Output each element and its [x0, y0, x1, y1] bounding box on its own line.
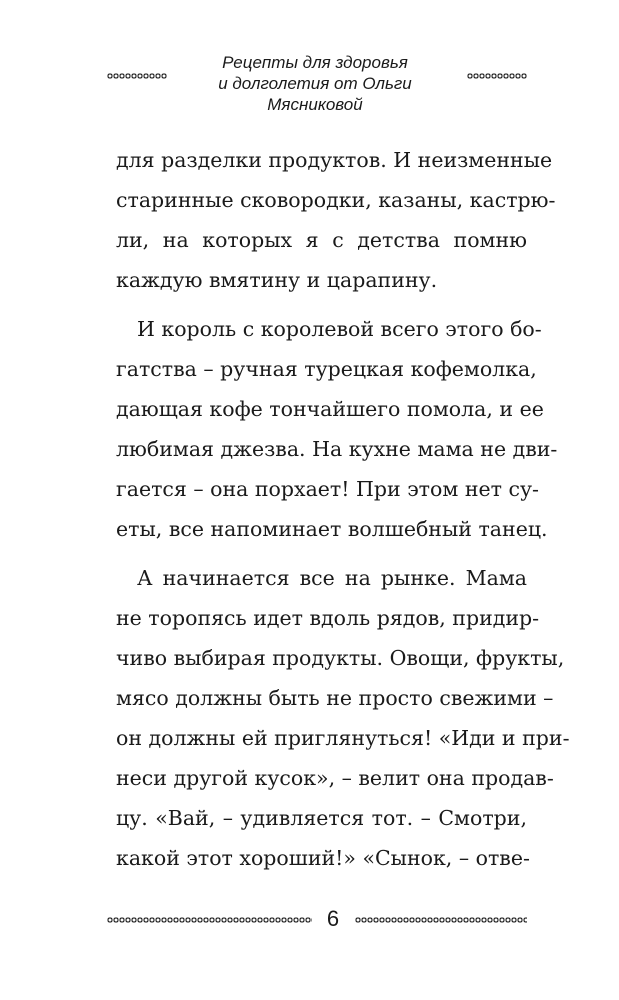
text-line: неси другой кусок», – велит она продав- — [116, 766, 554, 790]
text-line: для разделки продуктов. И неизменные — [116, 148, 553, 172]
header-ornament-left — [107, 73, 167, 79]
text-line: старинные сковородки, казаны, кастрю- — [116, 188, 556, 212]
text-line: цу. «Вай, – удивляется тот. – Смотри, — [116, 806, 527, 830]
text-line: какой этот хороший!» «Сынок, – отве- — [116, 846, 530, 870]
header-ornament-right — [467, 73, 527, 79]
paragraph-1 — [116, 140, 556, 300]
text-line: еты, все напоминает волшебный танец. — [116, 517, 548, 541]
paragraph-gap — [116, 300, 527, 309]
text-line: мясо должны быть не просто свежими – — [116, 686, 554, 710]
text-line: не торопясь идет вдоль рядов, придир- — [116, 606, 540, 630]
text-line: гатства – ручная турецкая кофемолка, — [116, 357, 537, 381]
footer-ornament-left — [107, 917, 312, 923]
page-body — [116, 140, 570, 878]
text-line: И король с королевой всего этого бо- — [137, 317, 542, 341]
text-line: он должны ей приглянуться! «Иди и при- — [116, 726, 570, 750]
text-line: гается – она порхает! При этом нет су- — [116, 477, 539, 501]
book-title-line-2: и долголетия от Ольги Мясниковой — [218, 74, 412, 114]
text-line: любимая джезва. На кухне мама не дви- — [116, 437, 558, 461]
paragraph-2 — [116, 309, 558, 549]
running-header — [0, 52, 619, 114]
text-line: А начинается все на рынке. Мама — [137, 566, 527, 590]
paragraph-gap — [116, 549, 527, 558]
book-title — [170, 52, 460, 115]
book-title-line-1: Рецепты для здоровья — [222, 53, 408, 72]
footer-ornament-right — [355, 917, 527, 923]
text-line: чиво выбирая продукты. Овощи, фрукты, — [116, 646, 565, 670]
text-line: ли, на которых я с детства помню — [116, 228, 527, 252]
page-number: 6 — [326, 906, 340, 931]
page-footer — [0, 901, 619, 941]
paragraph-3 — [116, 558, 570, 878]
text-line: дающая кофе тончайшего помола, и ее — [116, 397, 544, 421]
text-line: каждую вмятину и царапину. — [116, 268, 438, 292]
